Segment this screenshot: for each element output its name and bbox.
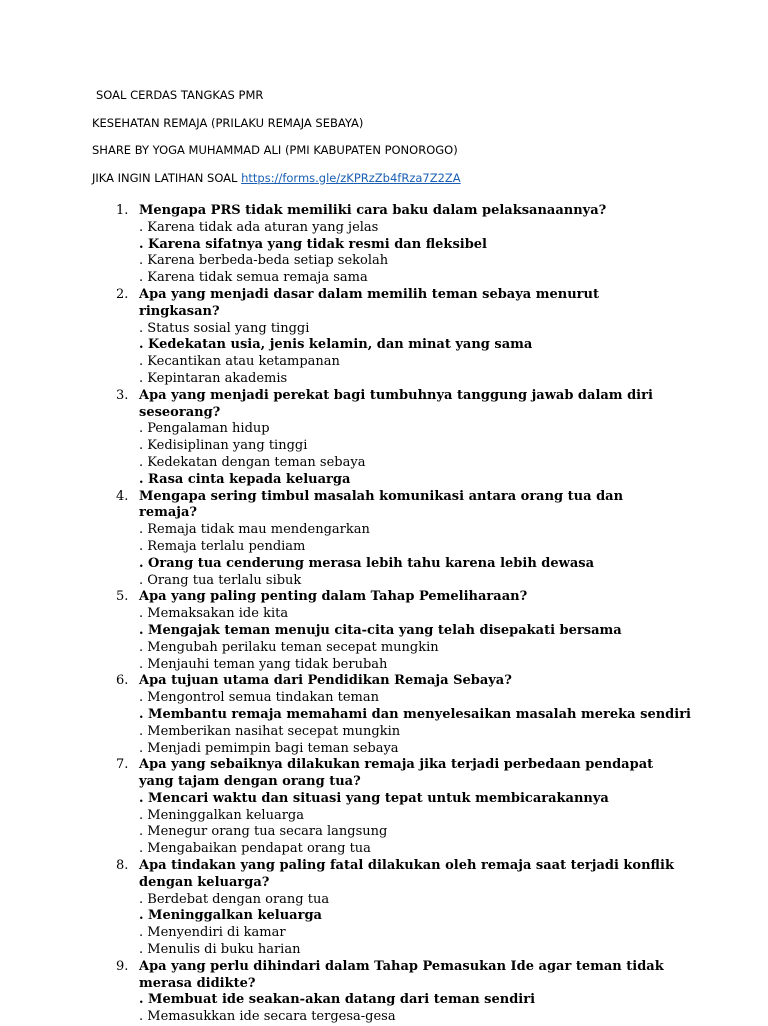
question-number: 9. [116, 958, 129, 974]
practice-link-line [92, 170, 712, 198]
correct-answer-option: . Mengajak teman menuju cita-cita yang telah disepakati bersama [139, 622, 622, 638]
answer-option: . Mengabaikan pendapat orang tua [139, 841, 371, 857]
question-text: Apa tujuan utama dari Pendidikan Remaja Sebaya? [139, 673, 512, 689]
correct-answer-option: . Membuat ide seakan-akan datang dari teman sendiri [139, 992, 536, 1008]
answer-options [0, 791, 768, 858]
question-text: Apa yang perlu dihindari dalam Tahap Pemasukan Ide agar teman tidak merasa didikte? [139, 958, 664, 991]
question-number: 1. [116, 203, 129, 218]
answer-option: . Memberikan nasihat secepat mungkin [139, 723, 401, 739]
author-credit: SHARE BY YOGA MUHAMMAD ALI (PMI KABUPATEN PONOROGO) [92, 143, 458, 157]
question-number: 2. [116, 286, 129, 302]
question-text: Apa yang sebaiknya dilakukan remaja jika terjadi perbedaan pendapat yang tajam dengan orang tua? [139, 757, 654, 790]
answer-option: . Menegur orang tua secara langsung [139, 824, 388, 840]
question-item [0, 858, 768, 959]
answer-option: . Meninggalkan keluarga [139, 807, 304, 823]
answer-option: . Remaja tidak mau mendengarkan [139, 522, 370, 538]
answer-option: . Memasukkan ide secara tergesa-gesa [139, 1009, 396, 1025]
answer-option: . Kecantikan atau ketampanan [139, 354, 340, 370]
question-text: Apa yang paling penting dalam Tahap Pemeliharaan? [139, 589, 528, 605]
question-number: 7. [116, 757, 129, 773]
answer-option: . Kedekatan dengan teman sebaya [139, 454, 366, 470]
correct-answer-option: . Karena sifatnya yang tidak resmi dan fleksibel [139, 236, 487, 252]
answer-options [0, 522, 768, 589]
correct-answer-option: . Meninggalkan keluarga [139, 908, 322, 924]
question-item [0, 203, 768, 287]
question-text: Mengapa sering timbul masalah komunikasi antara orang tua dan remaja? [139, 488, 624, 521]
question-item [0, 388, 768, 489]
question-number: 4. [116, 488, 129, 504]
answer-option: . Kepintaran akademis [139, 370, 288, 386]
question-text: Apa tindakan yang paling fatal dilakukan oleh remaja saat terjadi konflik dengan keluarga? [139, 858, 674, 890]
answer-option: . Menjadi pemimpin bagi teman sebaya [139, 740, 399, 756]
question-number: 3. [116, 387, 129, 403]
answer-option: . Berdebat dengan orang tua [139, 891, 330, 907]
document-header [92, 87, 712, 197]
correct-answer-option: . Rasa cinta kepada keluarga [139, 471, 351, 487]
question-item [0, 673, 768, 757]
question-number: 8. [116, 858, 129, 874]
answer-option: . Karena tidak ada aturan yang jelas [139, 219, 379, 235]
question-text: Apa yang menjadi perekat bagi tumbuhnya tanggung jawab dalam diri seseorang? [139, 387, 653, 420]
answer-option: . Remaja terlalu pendiam [139, 538, 306, 554]
answer-option: . Mengubah perilaku teman secepat mungkin [139, 639, 439, 655]
answer-options [0, 992, 768, 1026]
answer-option: . Pengalaman hidup [139, 421, 270, 437]
question-item [0, 757, 768, 858]
question-number: 5. [116, 589, 129, 605]
practice-link-label: JIKA INGIN LATIHAN SOAL [92, 170, 238, 185]
practice-form-link[interactable]: https://forms.gle/zKPRzZb4fRza7Z2ZA [241, 170, 461, 185]
answer-options [0, 606, 768, 673]
document-title: SOAL CERDAS TANGKAS PMR [96, 88, 264, 102]
answer-options [0, 690, 768, 757]
answer-option: . Menyendiri di kamar [139, 925, 286, 941]
question-text: Apa yang menjadi dasar dalam memilih teman sebaya menurut ringkasan? [139, 286, 599, 319]
answer-option: . Karena berbeda-beda setiap sekolah [139, 253, 389, 269]
answer-options [0, 892, 768, 959]
answer-options [0, 220, 768, 287]
question-item [0, 589, 768, 673]
answer-option: . Status sosial yang tinggi [139, 320, 310, 336]
document-subtitle: KESEHATAN REMAJA (PRILAKU REMAJA SEBAYA) [92, 115, 364, 130]
answer-option: . Kedisiplinan yang tinggi [139, 438, 308, 454]
answer-option: . Memaksakan ide kita [139, 606, 289, 622]
question-item [0, 489, 768, 590]
question-list [0, 203, 768, 1026]
question-number: 6. [116, 673, 129, 689]
correct-answer-option: . Mencari waktu dan situasi yang tepat untuk membicarakannya [139, 790, 609, 806]
answer-options [0, 321, 768, 388]
answer-options [0, 421, 768, 488]
answer-option: . Karena tidak semua remaja sama [139, 270, 368, 286]
answer-option: . Orang tua terlalu sibuk [139, 572, 302, 588]
correct-answer-option: . Membantu remaja memahami dan menyelesaikan masalah mereka sendiri [139, 706, 691, 722]
correct-answer-option: . Kedekatan usia, jenis kelamin, dan minat yang sama [139, 337, 533, 353]
correct-answer-option: . Orang tua cenderung merasa lebih tahu karena lebih dewasa [139, 555, 595, 571]
answer-option: . Mengontrol semua tindakan teman [139, 690, 379, 706]
question-text: Mengapa PRS tidak memiliki cara baku dalam pelaksanaannya? [139, 203, 607, 218]
question-item [0, 287, 768, 388]
question-item [0, 959, 768, 1026]
answer-option: . Menulis di buku harian [139, 942, 301, 958]
answer-option: . Menjauhi teman yang tidak berubah [139, 656, 388, 672]
